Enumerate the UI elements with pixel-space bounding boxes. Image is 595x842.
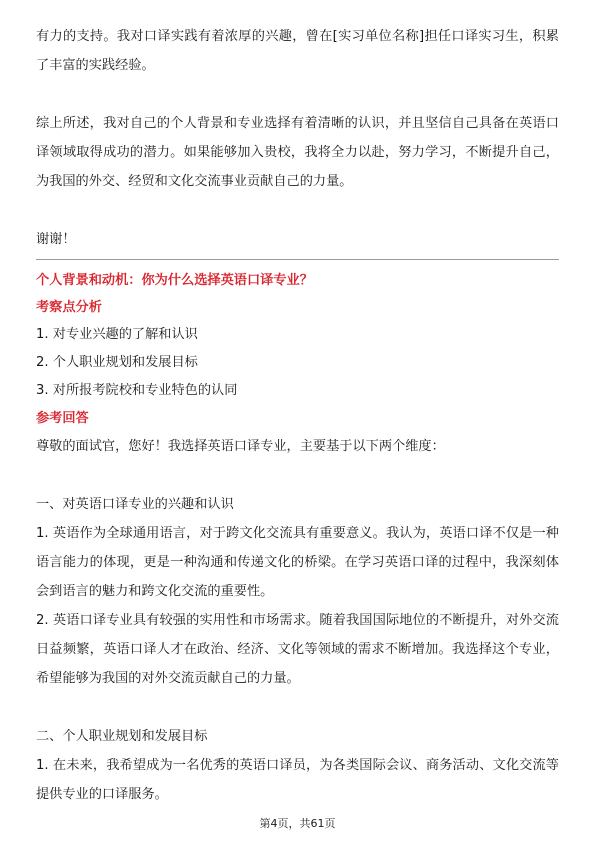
analysis-item: 3. 对所报考院校和专业特色的认同 [36, 383, 238, 398]
spacer [36, 693, 559, 722]
answer-section2-point1: 1. 在未来，我希望成为一名优秀的英语口译员，为各类国际会议、商务活动、文化交流等提供专业的口译服务。 [36, 758, 559, 802]
spacer [36, 461, 559, 490]
document-page [36, 22, 559, 809]
spacer [36, 196, 559, 225]
section-divider [36, 259, 559, 260]
thanks-line: 谢谢！ [36, 232, 76, 247]
answer-section1-point2: 2. 英语口译专业具有较强的实用性和市场需求。随着我国国际地位的不断提升，对外交流日益频繁，英语口译人才在政治、经济、文化等领域的需求不断增加。我选择这个专业，希望能够为我国的对外交流贡献自己的力量。 [36, 613, 559, 686]
answer-section1-title: 一、对英语口译专业的兴趣和认识 [36, 497, 234, 512]
answer-section1-point1: 1. 英语作为全球通用语言，对于跨文化交流具有重要意义。我认为，英语口译不仅是一种语言能力的体现，更是一种沟通和传递文化的桥梁。在学习英语口译的过程中，我深刻体会到语言的魅力和跨文化交流的重要性。 [36, 526, 559, 599]
answer-opening: 尊敬的面试官，您好！我选择英语口译专业，主要基于以下两个维度： [36, 439, 445, 454]
intro-paragraph-1: 有力的支持。我对口译实践有着浓厚的兴趣，曾在[实习单位名称]担任口译实习生，积累了丰富的实践经验。 [36, 29, 559, 73]
intro-paragraph-2: 综上所述，我对自己的个人背景和专业选择有着清晰的认识，并且坚信自己具备在英语口译领域取得成功的潜力。如果能够加入贵校，我将全力以赴，努力学习，不断提升自己，为我国的外交、经贸和文化交流事业贡献自己的力量。 [36, 116, 559, 189]
answer-section2-title: 二、个人职业规划和发展目标 [36, 729, 208, 744]
question-title: 个人背景和动机：你为什么选择英语口译专业？ [36, 273, 313, 288]
analysis-item: 1. 对专业兴趣的了解和认识 [36, 327, 198, 342]
page-number-footer: 第4页，共61页 [259, 817, 336, 830]
analysis-item: 2. 个人职业规划和发展目标 [36, 355, 198, 370]
spacer [36, 80, 559, 109]
analysis-heading: 考察点分析 [36, 300, 102, 315]
answer-heading: 参考回答 [36, 411, 89, 426]
